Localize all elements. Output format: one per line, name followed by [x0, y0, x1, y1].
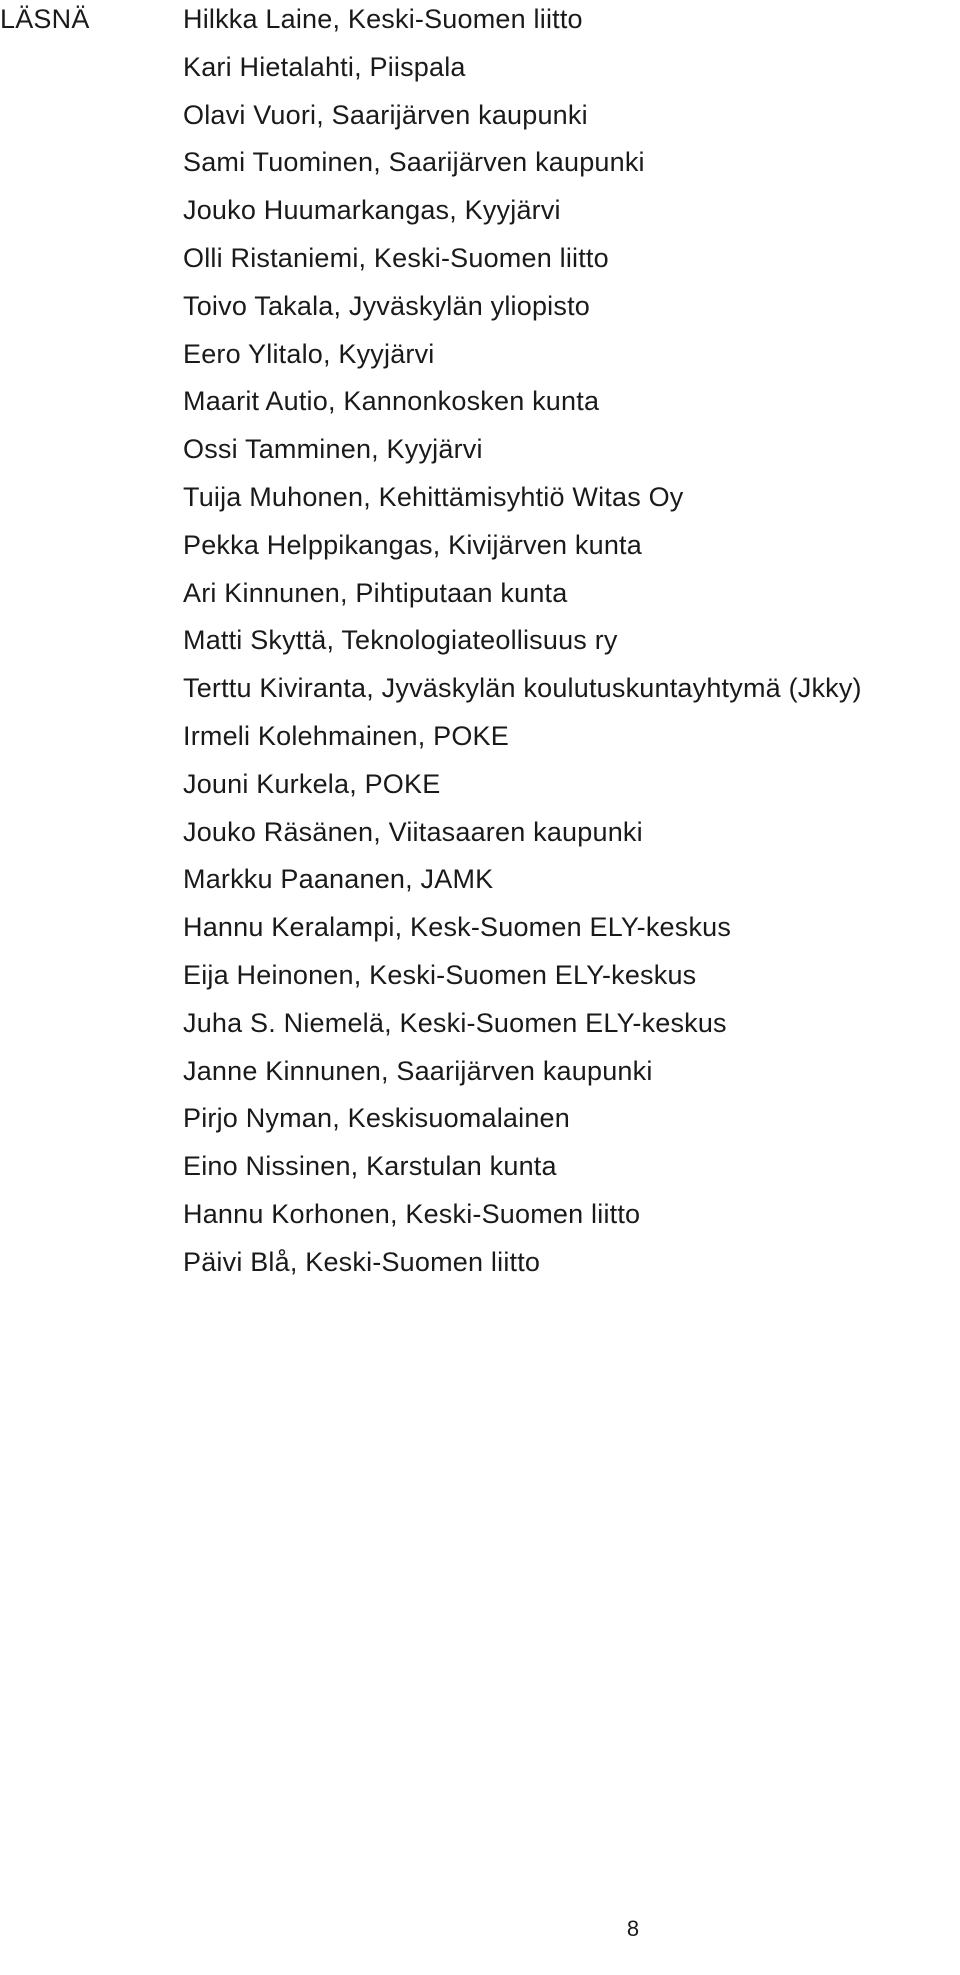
attendee-text: Pekka Helppikangas, Kivijärven kunta [183, 529, 642, 560]
attendee-text: Pirjo Nyman, Keskisuomalainen [183, 1103, 570, 1134]
attendee-item [183, 291, 862, 339]
attendee-item [183, 1247, 862, 1295]
attendee-item [183, 386, 862, 434]
attendee-text: Päivi Blå, Keski-Suomen liitto [183, 1246, 541, 1277]
attendee-item [183, 1151, 862, 1199]
attendee-item [183, 530, 862, 578]
attendee-text: Hannu Korhonen, Keski-Suomen liitto [183, 1198, 641, 1229]
attendee-text: Ari Kinnunen, Pihtiputaan kunta [183, 577, 568, 608]
attendee-text: Toivo Takala, Jyväskylän yliopisto [183, 290, 590, 321]
attendee-item [183, 912, 862, 960]
attendee-item [183, 482, 862, 530]
attendee-text: Maarit Autio, Kannonkosken kunta [183, 386, 600, 417]
attendee-item [183, 817, 862, 865]
attendee-text: Eino Nissinen, Karstulan kunta [183, 1151, 557, 1182]
attendee-item [183, 864, 862, 912]
attendee-item [183, 769, 862, 817]
attendee-text: Juha S. Niemelä, Keski-Suomen ELY-keskus [183, 1007, 727, 1038]
attendee-item [183, 147, 862, 195]
attendee-text: Jouko Huumarkangas, Kyyjärvi [183, 195, 561, 226]
attendee-item [183, 339, 862, 387]
attendee-text: Eija Heinonen, Keski-Suomen ELY-keskus [183, 959, 697, 990]
attendee-text: Olavi Vuori, Saarijärven kaupunki [183, 99, 588, 130]
attendee-item [183, 1056, 862, 1104]
attendee-item [183, 195, 862, 243]
section-label-present: LÄSNÄ [0, 4, 90, 34]
attendee-item [183, 4, 862, 52]
attendee-text: Markku Paananen, JAMK [183, 864, 494, 895]
attendee-text: Tuija Muhonen, Kehittämisyhtiö Witas Oy [183, 481, 684, 512]
attendee-text: Irmeli Kolehmainen, POKE [183, 720, 509, 751]
attendee-text: Sami Tuominen, Saarijärven kaupunki [183, 147, 645, 178]
attendee-text: Kari Hietalahti, Piispala [183, 51, 466, 82]
attendee-item [183, 960, 862, 1008]
attendee-item [183, 100, 862, 148]
attendee-text: Jouni Kurkela, POKE [183, 768, 441, 799]
attendee-text: Olli Ristaniemi, Keski-Suomen liitto [183, 242, 609, 273]
page-number: 8 [626, 1916, 640, 1941]
attendee-item [183, 52, 862, 100]
attendee-item [183, 243, 862, 291]
attendee-text: Ossi Tamminen, Kyyjärvi [183, 434, 483, 465]
attendee-text: Eero Ylitalo, Kyyjärvi [183, 338, 435, 369]
attendee-item [183, 1008, 862, 1056]
attendee-text: Matti Skyttä, Teknologiateollisuus ry [183, 625, 618, 656]
attendee-item [183, 434, 862, 482]
attendee-list [183, 4, 862, 1295]
attendee-text: Janne Kinnunen, Saarijärven kaupunki [183, 1055, 653, 1086]
attendee-text: Terttu Kiviranta, Jyväskylän koulutuskuntayhtymä (Jkky) [183, 673, 862, 704]
attendee-item [183, 578, 862, 626]
attendee-item [183, 721, 862, 769]
attendee-text: Hannu Keralampi, Kesk-Suomen ELY-keskus [183, 912, 732, 943]
attendee-text: Jouko Räsänen, Viitasaaren kaupunki [183, 816, 643, 847]
attendee-item [183, 1103, 862, 1151]
attendee-text: Hilkka Laine, Keski-Suomen liitto [183, 4, 583, 34]
attendee-item [183, 1199, 862, 1247]
attendee-item [183, 673, 862, 721]
attendee-item [183, 625, 862, 673]
